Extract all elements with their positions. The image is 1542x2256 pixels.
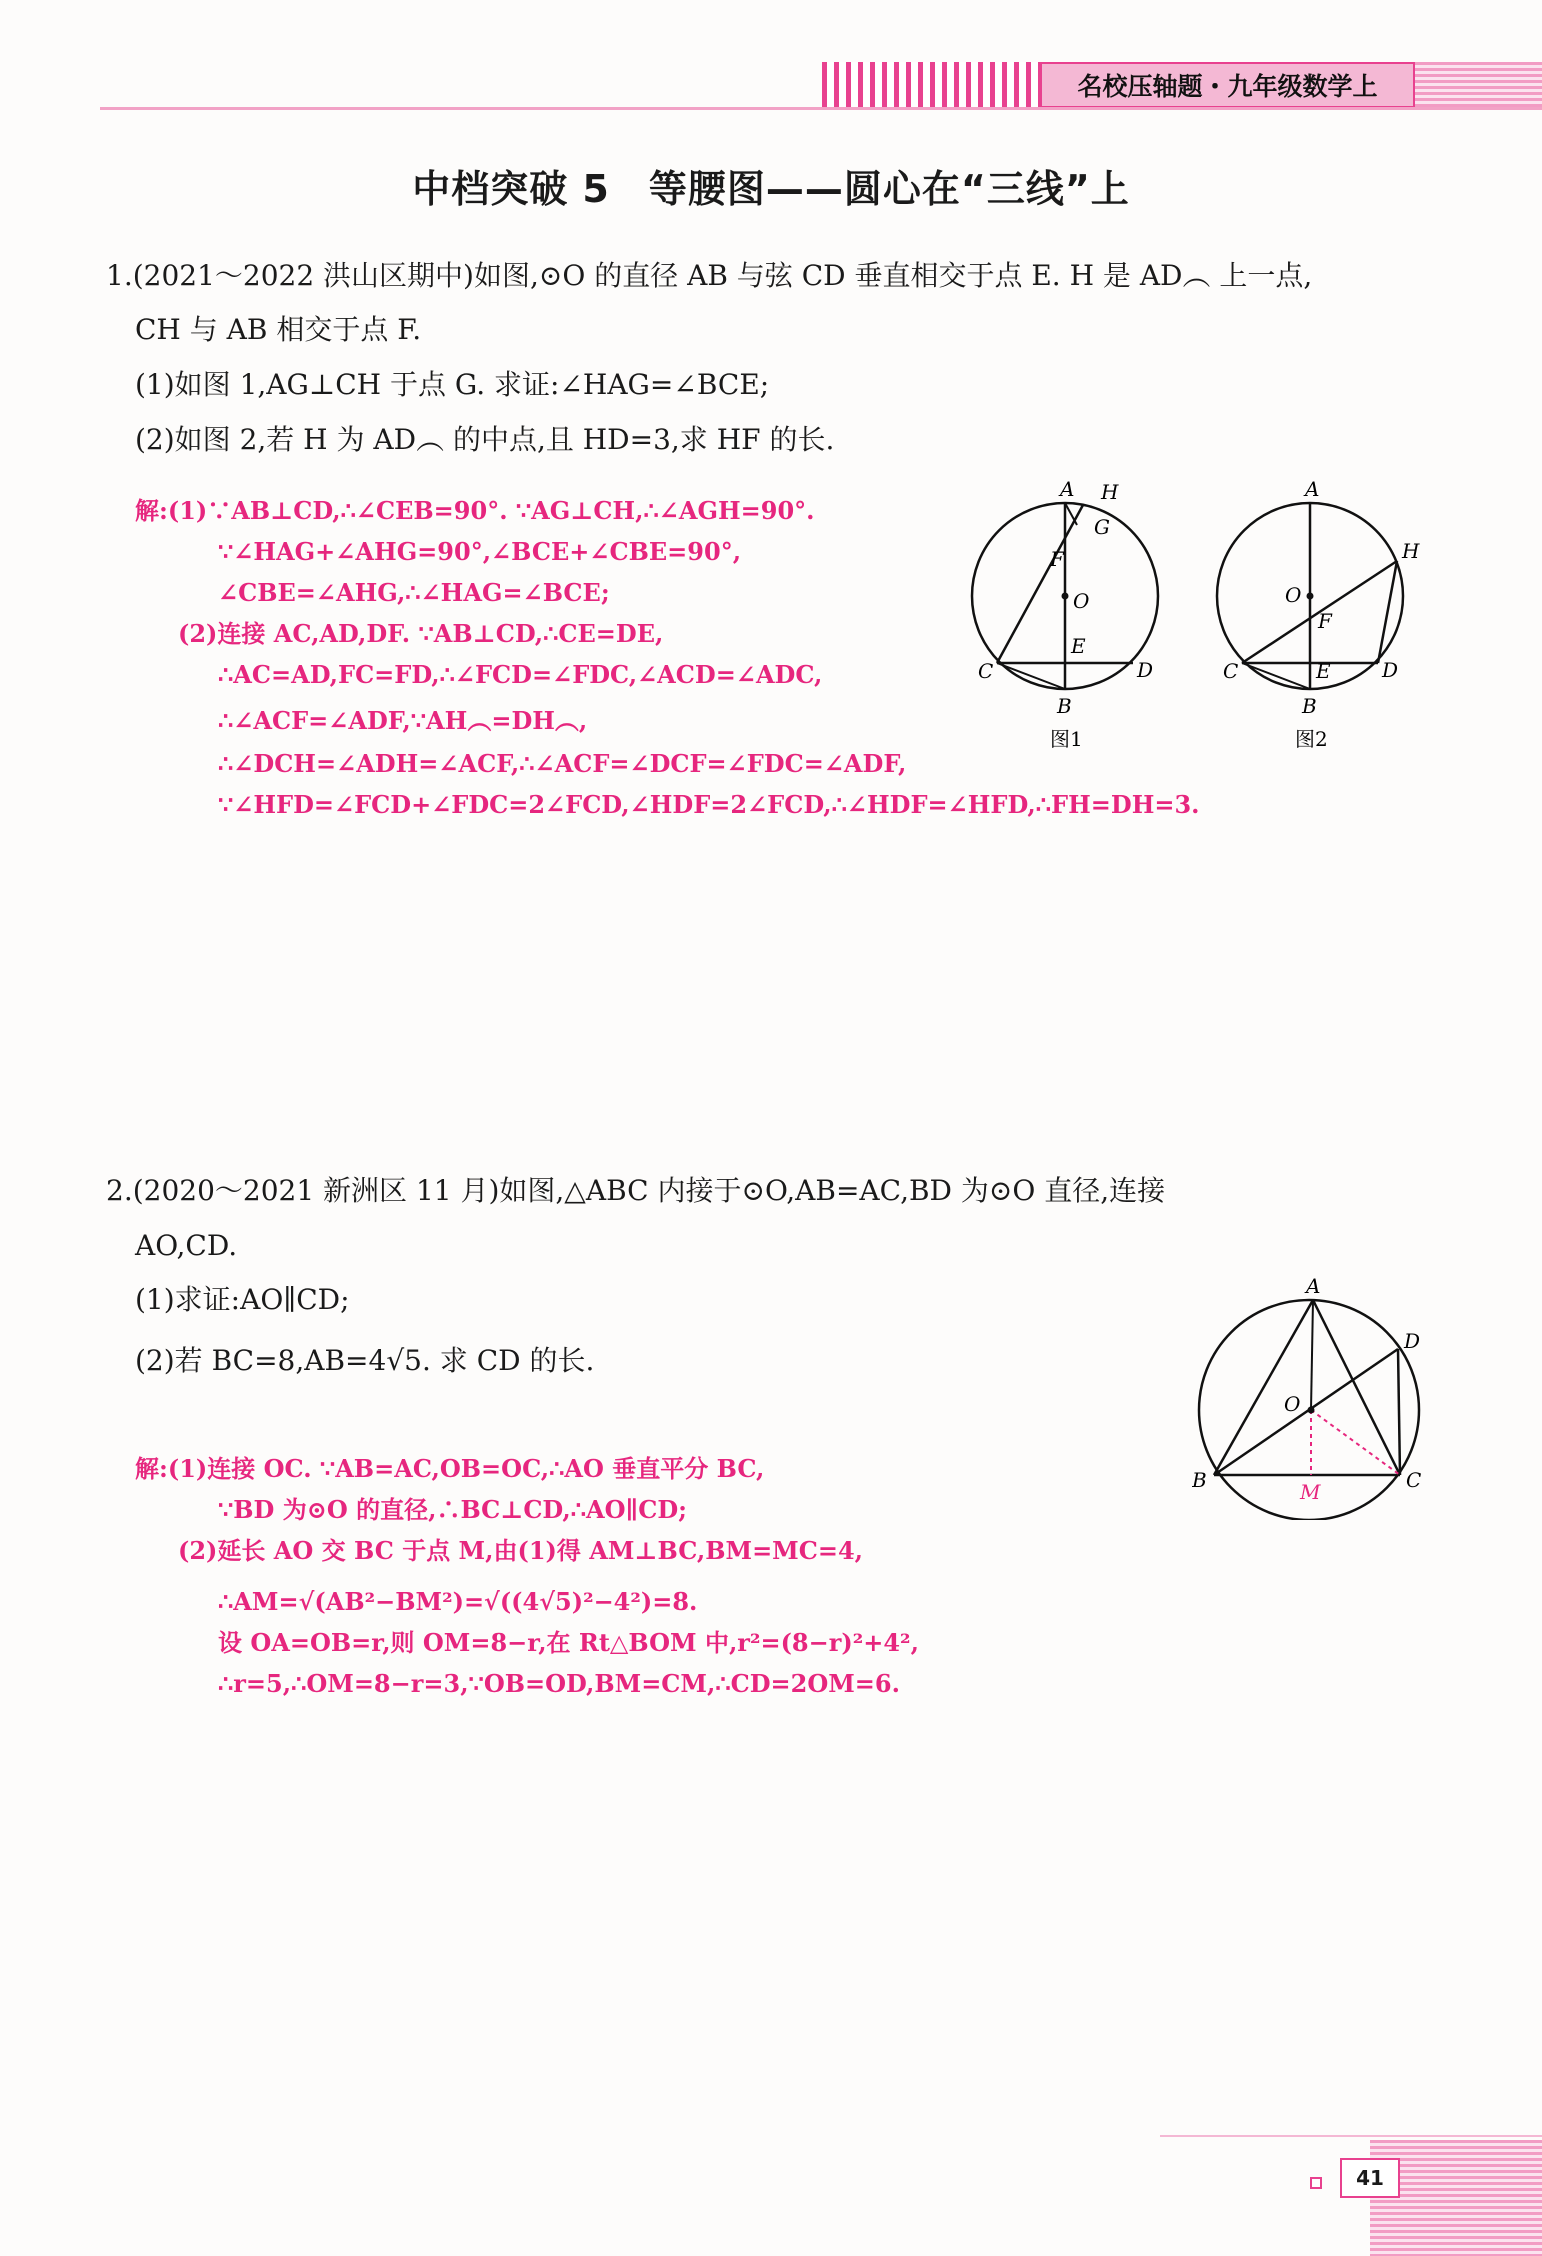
sol2-line6: ∴r=5,∴OM=8−r=3,∵OB=OD,BM=CM,∴CD=2OM=6.: [218, 1669, 900, 1698]
sol1-line5: ∴AC=AD,FC=FD,∴∠FCD=∠FDC,∠ACD=∠ADC,: [218, 660, 823, 689]
sol2-line4: ∴AM=√(AB²−BM²)=√((4√5)²−4²)=8.: [218, 1587, 698, 1616]
fig3-label-D: D: [1404, 1329, 1421, 1353]
q1-part1: (1)如图 1,AG⊥CH 于点 G. 求证:∠HAG=∠BCE;: [135, 368, 770, 401]
sol2-line2: ∵BD 为⊙O 的直径,∴BC⊥CD,∴AO∥CD;: [218, 1495, 688, 1524]
fig1-label-C: C: [978, 659, 994, 683]
sol2-line5: 设 OA=OB=r,则 OM=8−r,在 Rt△BOM 中,r²=(8−r)²+4²,: [218, 1628, 919, 1657]
fig1-label-O: O: [1073, 589, 1090, 613]
fig2-label-C: C: [1223, 659, 1239, 683]
footer-rule: [1160, 2135, 1542, 2137]
fig3-label-B: B: [1192, 1468, 1207, 1492]
fig1-label-D: D: [1137, 658, 1154, 682]
sol1-line6: ∴∠ACF=∠ADF,∵AH︵=DH︵,: [218, 706, 588, 735]
sol1-line8: ∵∠HFD=∠FCD+∠FDC=2∠FCD,∠HDF=2∠FCD,∴∠HDF=∠HFD,∴FH=DH=3.: [218, 790, 1200, 819]
fig2-label-H: H: [1402, 539, 1420, 563]
fig1-label-H: H: [1101, 480, 1119, 504]
q2-stem-line1: 2.(2020～2021 新洲区 11 月)如图,△ABC 内接于⊙O,AB=AC,BD 为⊙O 直径,连接: [106, 1174, 1166, 1207]
sol1-line7: ∴∠DCH=∠ADH=∠ACF,∴∠ACF=∠DCF=∠FDC=∠ADF,: [218, 749, 907, 778]
fig1-label-G: G: [1094, 515, 1110, 539]
fig2-label-D: D: [1382, 658, 1399, 682]
figure-2: [1210, 478, 1430, 758]
fig1-label-B: B: [1057, 694, 1072, 718]
q2-part1: (1)求证:AO∥CD;: [135, 1283, 350, 1316]
fig1-caption: 图1: [1050, 727, 1083, 751]
fig2-label-F: F: [1318, 609, 1332, 633]
sol2-line1: 解:(1)连接 OC. ∵AB=AC,OB=OC,∴AO 垂直平分 BC,: [135, 1454, 765, 1483]
figure-1: [965, 478, 1180, 758]
header-series-label: 名校压轴题・九年级数学上: [1040, 62, 1415, 108]
header-rule: [100, 107, 1542, 110]
fig3-label-O: O: [1284, 1392, 1301, 1416]
q1-stem-line2: CH 与 AB 相交于点 F.: [135, 313, 422, 346]
sol2-line3: (2)延长 AO 交 BC 于点 M,由(1)得 AM⊥BC,BM=MC=4,: [178, 1536, 864, 1565]
q1-part2: (2)如图 2,若 H 为 AD︵ 的中点,且 HD=3,求 HF 的长.: [135, 423, 835, 456]
fig2-label-E: E: [1316, 659, 1331, 683]
sol1-line2: ∵∠HAG+∠AHG=90°,∠BCE+∠CBE=90°,: [218, 537, 742, 566]
footer-square-icon: [1310, 2177, 1322, 2189]
q2-part2: (2)若 BC=8,AB=4√5. 求 CD 的长.: [135, 1344, 595, 1377]
fig2-label-O: O: [1285, 583, 1302, 607]
sol1-line3: ∠CBE=∠AHG,∴∠HAG=∠BCE;: [218, 578, 610, 607]
sol1-line4: (2)连接 AC,AD,DF. ∵AB⊥CD,∴CE=DE,: [178, 619, 664, 648]
header-tail-decoration: [1415, 62, 1542, 108]
page-title: 中档突破 5 等腰图——圆心在“三线”上: [412, 167, 1130, 211]
fig3-label-A: A: [1306, 1275, 1321, 1298]
fig1-label-E: E: [1071, 634, 1086, 658]
fig2-label-B: B: [1302, 694, 1317, 718]
page-number: 41: [1340, 2158, 1400, 2198]
q2-stem-line2: AO,CD.: [135, 1229, 238, 1262]
fig3-label-C: C: [1406, 1468, 1422, 1492]
fig2-label-A: A: [1305, 478, 1320, 501]
fig1-label-A: A: [1060, 478, 1075, 501]
figure-3: [1192, 1275, 1442, 1520]
q1-stem-line1: 1.(2021～2022 洪山区期中)如图,⊙O 的直径 AB 与弦 CD 垂直相交于点 E. H 是 AD︵ 上一点,: [106, 259, 1313, 292]
fig2-caption: 图2: [1295, 727, 1328, 751]
header-stripes: [822, 62, 1042, 108]
fig3-label-M: M: [1300, 1480, 1321, 1504]
sol1-line1: 解:(1)∵AB⊥CD,∴∠CEB=90°. ∵AG⊥CH,∴∠AGH=90°.: [135, 496, 815, 525]
fig1-label-F: F: [1050, 547, 1064, 571]
